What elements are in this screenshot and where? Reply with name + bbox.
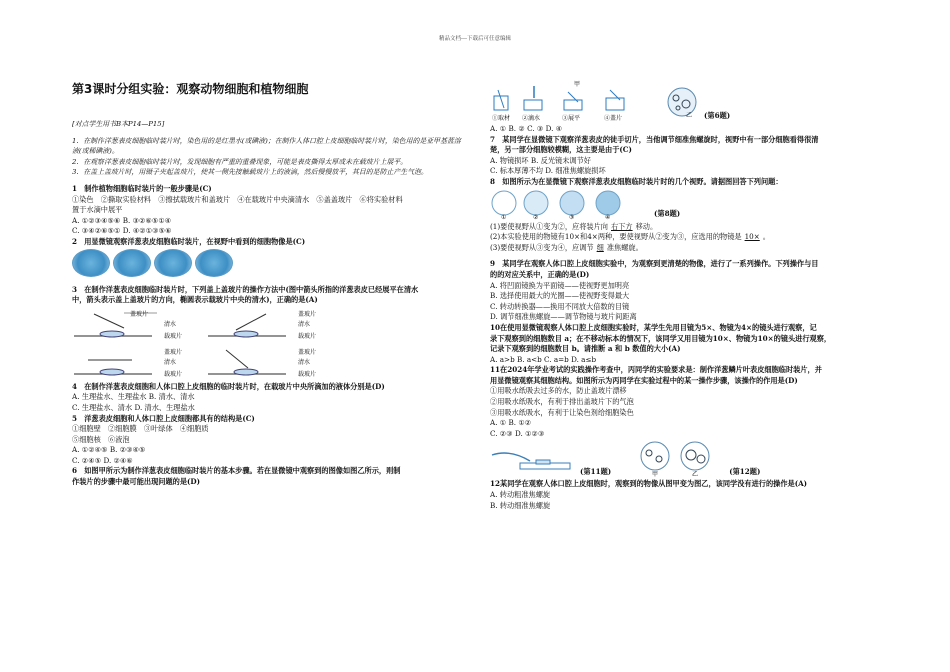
coverslip-diagram-a (72, 308, 202, 342)
q1-option-a: A. ①②③④⑤⑥ (72, 215, 121, 225)
q12-option-a: A. 转动粗准焦螺旋 (490, 490, 551, 500)
cell-image-d (195, 249, 233, 277)
coverslip-diagram-c (72, 346, 202, 380)
label-cover-d: 盖玻片 (298, 348, 317, 356)
q11-option-d: D. ①②③ (515, 428, 545, 438)
q10-option-d: D. a≤b (571, 354, 597, 364)
q8-views-diagram (490, 190, 650, 220)
fig11-diagram (490, 447, 576, 477)
q11-stem-2: 用显微镜观察其细胞结构。如图所示为丙同学在实验过程中的某一操作步骤，该操作的作用是(D) (490, 375, 798, 385)
q9-stem-1: 9 某同学在观察人体口腔上皮细胞实验中，为观察到更清楚的物像，进行了一系列操作。下列操作与目 (490, 259, 819, 269)
q5-stem: 5 洋葱表皮细胞和人体口腔上皮细胞都具有的结构是(C) (72, 413, 255, 423)
q8-sub1-end: 移动。 (635, 221, 658, 231)
q6-option-d: D. ④ (545, 124, 563, 133)
q10-stem-2: 录下观察到的细胞数目 a；在不移动标本的情况下，该同学又用目镜为10×、物镜为10×的镜头进行观察， (490, 333, 832, 343)
q3-diagrams (72, 308, 464, 380)
q5-option-c: C. ②④⑤ (72, 455, 102, 465)
fig12-jia: 甲 (652, 471, 659, 479)
q7-stem-1: 7 某同学在显微镜下观察洋葱表皮的徒手切片，当他调节细准焦螺旋时，视野中有一部分细胞看得很清 (490, 134, 819, 144)
q4-option-b: B. 清水、清水 (148, 392, 195, 402)
page-title: 第3课时分组实验：观察动物细胞和植物细胞 (72, 82, 309, 96)
fig12-yi: 乙 (692, 471, 699, 479)
q11-stem-1: 11在2024年学业考试的实践操作考查中，丙同学的实验要求是：制作洋葱鳞片叶表皮细胞临时装片，并 (490, 365, 822, 375)
q6-option-c: C. ③ (527, 124, 544, 133)
step-3: ③展平 (562, 115, 581, 122)
book-reference: [对点学生用书B本P14—P15] (72, 120, 165, 128)
q4-option-c: C. 生理盐水、清水 (72, 402, 133, 412)
q10-option-b: B. a<b (516, 354, 542, 364)
q8-views (490, 190, 880, 220)
cell-image-b (113, 249, 151, 277)
q2-stem: 2 用显微镜观察洋葱表皮细胞临时装片，在视野中看到的细胞物像是(C) (72, 236, 306, 246)
q7-option-b: B. 反光镜未调节好 (530, 155, 591, 165)
q11-option-c: C. ②③ (490, 428, 513, 438)
label-water-c: 清水 (164, 358, 177, 366)
q8-stem: 8 如图所示为在显微镜下观察洋葱表皮细胞临时装片时的几个视野。请据图回答下列问题： (490, 176, 783, 186)
label-water: 清水 (164, 320, 177, 328)
label-slide-b: 载玻片 (298, 332, 317, 340)
label-cover-c: 盖玻片 (164, 348, 183, 356)
q6-option-a: A. ① (490, 124, 507, 133)
q7-option-d: D. 细准焦螺旋损坏 (545, 166, 606, 176)
q1-line2: 置于水滴中展平 (72, 205, 123, 215)
step-4: ④盖片 (604, 115, 623, 122)
coverslip-diagram-d (206, 346, 336, 380)
q12-stem: 12某同学在观察人体口腔上皮细胞时，观察到的物像从图甲变为图乙，该同学没有进行的操作是(A) (490, 479, 808, 489)
fig6-yi: 乙 (686, 112, 693, 120)
q3-stem-1: 3 在制作洋葱表皮细胞临时装片时，下列盖上盖玻片的操作方法中(图中箭头所指的洋葱表皮已经展平在清水 (72, 284, 419, 294)
q9-option-c: C. 转动转换器——换用不同放大倍数的目镜 (490, 301, 630, 311)
fig6-steps-diagram (490, 81, 660, 122)
q4-option-a: A. 生理盐水、生理盐水 (72, 392, 147, 402)
cell-image-c (154, 249, 192, 277)
right-column (490, 81, 880, 511)
cell-image-a (72, 249, 110, 277)
q5-option-b: B. ②③④⑤ (109, 445, 146, 455)
q11-statement-1: ①用吸水纸吸去过多的水，防止盖玻片漂移 (490, 386, 627, 396)
note-2: 2．在观察洋葱表皮细胞临时装片时，发现细胞有严重的重叠现象，可能是表皮撕得太厚或未在载玻片上展平。 (72, 157, 408, 166)
q10-option-a: A. a>b (490, 354, 515, 364)
q1-line1: ①染色 ②撕取实验材料 ③擦拭载玻片和盖玻片 ④在载玻片中央滴清水 ⑤盖盖玻片 ⑥将实验材料 (72, 194, 403, 204)
note-3: 3．在盖上盖玻片时，用镊子夹起盖玻片，使其一侧先接触载玻片上的液滴，然后慢慢放平，其目的是防止产生气泡。 (72, 168, 428, 177)
fig6-caption: (第6题) (704, 111, 731, 121)
fig6-microscope-view (664, 86, 700, 122)
q1-stem: 1 制作植物细胞临时装片的一般步骤是(C) (72, 183, 212, 193)
q3-stem-2: 中，箭头表示盖上盖玻片的方向，椭圆表示载玻片中央的清水)，正确的是(A) (72, 295, 318, 305)
view-1: ① (501, 213, 507, 221)
q12-option-b: B. 转动细准焦螺旋 (490, 500, 551, 510)
q11-option-a: A. ① (490, 418, 507, 428)
q5-line1: ①细胞壁 ②细胞膜 ③叶绿体 ④细胞质 (72, 424, 209, 434)
view-4: ④ (605, 213, 611, 221)
q10-option-c: C. a=b (544, 354, 569, 364)
label-slide: 载玻片 (164, 332, 183, 340)
q11-option-b: B. ①② (508, 418, 532, 428)
q6-stem-1: 6 如图甲所示为制作洋葱表皮细胞临时装片的基本步骤。若在显微镜中观察到的图像如图乙所示，则制 (72, 466, 401, 476)
note-1: 1．在制作洋葱表皮细胞临时装片时，染色用的是红墨水(或碘液)；在制作人体口腔上皮细胞临时装片时，染色用的是亚甲基蓝溶液(或稀碘液)。 (72, 136, 461, 156)
q11-statement-3: ③用吸水纸吸水，有利于让染色剂给细胞染色 (490, 407, 634, 417)
q9-option-b: B. 选择使用最大的光圈——使视野变得最大 (490, 291, 630, 301)
q11-statement-2: ②用吸水纸吸水，有利于排出盖玻片下的气泡 (490, 397, 634, 407)
view-2: ② (533, 213, 539, 221)
q8-sub2-end: 。 (762, 232, 770, 242)
q8-sub3-text: (3)要使视野从③变为④，应调节 (490, 242, 594, 252)
q2-cell-images (72, 249, 464, 277)
fig12-caption: (第12题) (729, 466, 761, 476)
label-slide-d: 载玻片 (298, 370, 317, 378)
q5-line2: ⑤细胞核 ⑥液泡 (72, 434, 130, 444)
q7-stem-2: 楚，另一部分细胞较模糊，这主要是由于(C) (490, 145, 632, 155)
q8-sub3-answer: 细 (596, 242, 604, 252)
label-cover-b: 盖玻片 (298, 310, 317, 318)
q4-stem: 4 在制作洋葱表皮细胞和人体口腔上皮细胞的临时装片时，在载玻片中央所滴加的液体分别是(D) (72, 381, 385, 391)
fig12-diagram (635, 441, 725, 477)
q10-stem-1: 10在使用显微镜观察人体口腔上皮细胞实验时，某学生先用目镜为5×、物镜为4×的镜头进行观察，记 (490, 322, 817, 332)
q9-option-a: A. 将凹面镜换为平面镜——使视野更加明亮 (490, 280, 630, 290)
label-water-b: 清水 (298, 320, 311, 328)
q8-sub2-text: (2)本实验使用的物镜有10×和4×两种，要使视野从②变为③，应选用的物镜是 (490, 232, 742, 242)
page-header: 精品文档---下载后可任意编辑 (439, 36, 511, 42)
fig6 (490, 81, 880, 122)
q10-stem-3: 记录下观察到的细胞数目 b。请推断 a 和 b 数值的大小(A) (490, 344, 681, 354)
coverslip-diagram-b (206, 308, 336, 342)
q7-option-c: C. 标本厚薄不均 (490, 166, 543, 176)
fig6-jia: 甲 (574, 81, 581, 88)
q6-option-b: B. ② (508, 124, 525, 133)
q8-sub3-end: 准焦螺旋。 (606, 242, 643, 252)
q7-option-a: A. 物镜损坏 (490, 155, 529, 165)
q8-caption: (第8题) (654, 208, 681, 218)
q8-sub1-answer: 右下方 (611, 221, 633, 231)
q5-option-d: D. ②④⑥ (103, 455, 133, 465)
label-cover: 盖玻片 (130, 310, 149, 318)
step-2: ②滴水 (522, 115, 541, 122)
fig11-caption: (第11题) (580, 466, 612, 476)
step-1: ①取材 (492, 115, 511, 122)
q6-stem-2: 作装片的步骤中最可能出现问题的是(D) (72, 477, 201, 487)
q9-stem-2: 的的对应关系中，正确的是(D) (490, 269, 590, 279)
q9-option-d: D. 调节细准焦螺旋——调节物镜与玻片间距离 (490, 312, 637, 322)
q4-option-d: D. 清水、生理盐水 (134, 402, 195, 412)
q5-option-a: A. ①②④⑤ (72, 445, 108, 455)
q1-option-d: D. ④②①③⑤⑥ (122, 226, 172, 236)
view-3: ③ (569, 213, 575, 221)
q8-sub1-text: (1)要使视野从①变为②，应将装片向 (490, 221, 608, 231)
fig11-12 (490, 441, 880, 477)
label-slide-c: 载玻片 (164, 370, 183, 378)
label-water-d: 清水 (298, 358, 311, 366)
q1-option-c: C. ③④②⑥⑤① (72, 226, 121, 236)
q8-sub2-answer: 10× (744, 232, 760, 242)
left-column (72, 72, 464, 488)
q1-option-b: B. ③②⑥⑤①④ (122, 215, 172, 225)
